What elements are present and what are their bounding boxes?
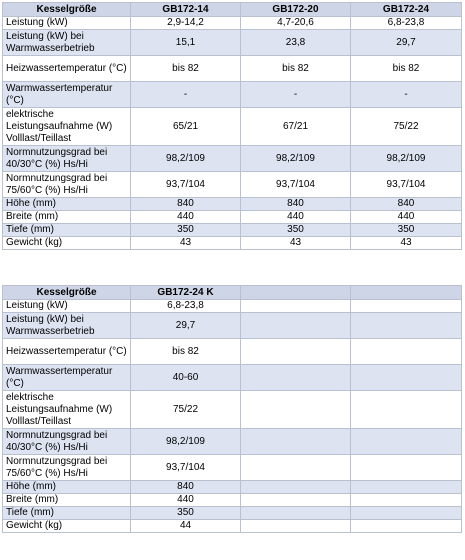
cell-value: 15,1: [131, 30, 241, 56]
row-label: Breite (mm): [3, 494, 131, 507]
header-cell: [351, 286, 462, 300]
table-row: [3, 481, 462, 494]
row-label: elektrische Leistungsaufnahme (W) Volllast/Teillast: [3, 108, 131, 146]
cell-value: 440: [241, 211, 351, 224]
cell-value: bis 82: [131, 339, 241, 365]
row-label: Tiefe (mm): [3, 224, 131, 237]
cell-value: [351, 429, 462, 455]
cell-value: 350: [131, 224, 241, 237]
row-label: Warmwassertemperatur (°C): [3, 82, 131, 108]
cell-value: 98,2/109: [131, 429, 241, 455]
cell-value: 440: [131, 211, 241, 224]
cell-value: 350: [241, 224, 351, 237]
row-label: Leistung (kW): [3, 300, 131, 313]
cell-value: 75/22: [351, 108, 462, 146]
row-label: Heizwassertemperatur (°C): [3, 339, 131, 365]
table-header-row: [3, 286, 462, 300]
cell-value: 840: [351, 198, 462, 211]
table-row: [3, 172, 462, 198]
cell-value: [241, 507, 351, 520]
table-row: [3, 17, 462, 30]
cell-value: 43: [351, 237, 462, 250]
cell-value: 23,8: [241, 30, 351, 56]
row-label: Gewicht (kg): [3, 237, 131, 250]
cell-value: 98,2/109: [351, 146, 462, 172]
cell-value: 840: [241, 198, 351, 211]
cell-value: [241, 365, 351, 391]
cell-value: 93,7/104: [131, 172, 241, 198]
cell-value: [241, 313, 351, 339]
cell-value: 840: [131, 481, 241, 494]
table-row: [3, 300, 462, 313]
cell-value: [351, 494, 462, 507]
cell-value: 43: [131, 237, 241, 250]
row-label: Leistung (kW) bei Warmwasserbetrieb: [3, 30, 131, 56]
cell-value: [351, 507, 462, 520]
cell-value: [351, 365, 462, 391]
cell-value: [241, 429, 351, 455]
cell-value: 40-60: [131, 365, 241, 391]
cell-value: 98,2/109: [131, 146, 241, 172]
cell-value: [351, 455, 462, 481]
row-label: Heizwassertemperatur (°C): [3, 56, 131, 82]
cell-value: bis 82: [241, 56, 351, 82]
cell-value: [241, 300, 351, 313]
header-cell: GB172-14: [131, 3, 241, 17]
cell-value: [241, 391, 351, 429]
table-row: [3, 224, 462, 237]
header-cell: GB172-24: [351, 3, 462, 17]
spec-table-gb172: [2, 2, 462, 250]
table-row: [3, 237, 462, 250]
cell-value: 6,8-23,8: [131, 300, 241, 313]
header-cell: Kesselgröße: [3, 286, 131, 300]
cell-value: 93,7/104: [241, 172, 351, 198]
row-label: Breite (mm): [3, 211, 131, 224]
header-cell: GB172-24 K: [131, 286, 241, 300]
cell-value: 4,7-20,6: [241, 17, 351, 30]
cell-value: 350: [131, 507, 241, 520]
table-row: [3, 313, 462, 339]
cell-value: 65/21: [131, 108, 241, 146]
table-row: [3, 198, 462, 211]
cell-value: 440: [351, 211, 462, 224]
cell-value: bis 82: [351, 56, 462, 82]
cell-value: 29,7: [351, 30, 462, 56]
cell-value: 75/22: [131, 391, 241, 429]
table-row: [3, 455, 462, 481]
row-label: Leistung (kW) bei Warmwasserbetrieb: [3, 313, 131, 339]
cell-value: [241, 455, 351, 481]
table-row: [3, 30, 462, 56]
row-label: Tiefe (mm): [3, 507, 131, 520]
cell-value: [241, 494, 351, 507]
table-row: [3, 391, 462, 429]
cell-value: [241, 481, 351, 494]
cell-value: 840: [131, 198, 241, 211]
cell-value: [351, 391, 462, 429]
cell-value: 98,2/109: [241, 146, 351, 172]
table-header-row: [3, 3, 462, 17]
table-row: [3, 494, 462, 507]
header-cell: [241, 286, 351, 300]
table-row: [3, 108, 462, 146]
cell-value: 350: [351, 224, 462, 237]
cell-value: [241, 520, 351, 533]
row-label: Höhe (mm): [3, 198, 131, 211]
cell-value: -: [241, 82, 351, 108]
cell-value: 6,8-23,8: [351, 17, 462, 30]
cell-value: [351, 313, 462, 339]
row-label: Normnutzungsgrad bei 75/60°C (%) Hs/Hi: [3, 172, 131, 198]
table-row: [3, 429, 462, 455]
table-row: [3, 507, 462, 520]
row-label: Höhe (mm): [3, 481, 131, 494]
cell-value: bis 82: [131, 56, 241, 82]
cell-value: 67/21: [241, 108, 351, 146]
table-row: [3, 211, 462, 224]
table-row: [3, 56, 462, 82]
table-row: [3, 365, 462, 391]
cell-value: [351, 481, 462, 494]
spec-table-gb172-k: [2, 285, 462, 533]
row-label: Normnutzungsgrad bei 75/60°C (%) Hs/Hi: [3, 455, 131, 481]
cell-value: 44: [131, 520, 241, 533]
row-label: Normnutzungsgrad bei 40/30°C (%) Hs/Hi: [3, 429, 131, 455]
row-label: Gewicht (kg): [3, 520, 131, 533]
table-row: [3, 339, 462, 365]
row-label: Warmwassertemperatur (°C): [3, 365, 131, 391]
table-row: [3, 146, 462, 172]
cell-value: 43: [241, 237, 351, 250]
cell-value: [351, 300, 462, 313]
row-label: Normnutzungsgrad bei 40/30°C (%) Hs/Hi: [3, 146, 131, 172]
row-label: Leistung (kW): [3, 17, 131, 30]
cell-value: 93,7/104: [131, 455, 241, 481]
header-cell: Kesselgröße: [3, 3, 131, 17]
cell-value: -: [351, 82, 462, 108]
cell-value: 93,7/104: [351, 172, 462, 198]
cell-value: -: [131, 82, 241, 108]
cell-value: 440: [131, 494, 241, 507]
row-label: elektrische Leistungsaufnahme (W) Volllast/Teillast: [3, 391, 131, 429]
cell-value: 29,7: [131, 313, 241, 339]
header-cell: GB172-20: [241, 3, 351, 17]
cell-value: [351, 339, 462, 365]
table-row: [3, 520, 462, 533]
table-row: [3, 82, 462, 108]
cell-value: 2,9-14,2: [131, 17, 241, 30]
cell-value: [351, 520, 462, 533]
cell-value: [241, 339, 351, 365]
